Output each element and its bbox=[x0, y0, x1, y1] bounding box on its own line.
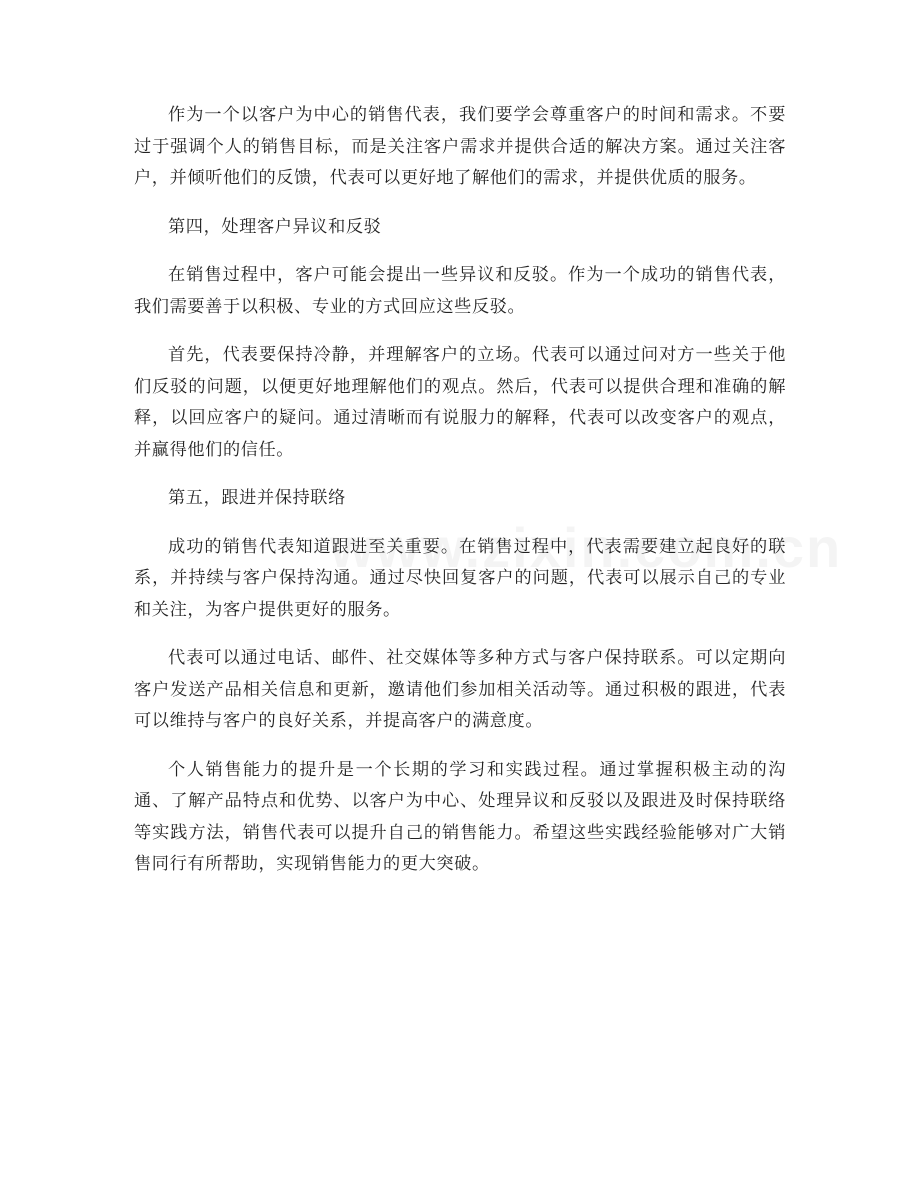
paragraph-follow-up-importance: 成功的销售代表知道跟进至关重要。在销售过程中，代表需要建立起良好的联系，并持续与客户保持沟通。通过尽快回复客户的问题，代表可以展示自己的专业和关注，为客户提供更好的服务。 bbox=[134, 536, 786, 620]
paragraph-follow-up-methods: 代表可以通过电话、邮件、社交媒体等多种方式与客户保持联系。可以定期向客户发送产品相关信息和更新，邀请他们参加相关活动等。通过积极的跟进，代表可以维持与客户的良好关系，并提高客户的满意度。 bbox=[134, 648, 786, 731]
paragraph-objections-intro: 在销售过程中，客户可能会提出一些异议和反驳。作为一个成功的销售代表，我们需要善于以积极、专业的方式回应这些反驳。 bbox=[134, 265, 786, 317]
section-heading-objections: 第四，处理客户异议和反驳 bbox=[168, 216, 382, 237]
paragraph-objections-handling: 首先，代表要保持冷静，并理解客户的立场。代表可以通过问对方一些关于他们反驳的问题，以便更好地理解他们的观点。然后，代表可以提供合理和准确的解释，以回应客户的疑问。通过清晰而有说服力的解释，代表可以改变客户的观点，并赢得他们的信任。 bbox=[134, 345, 786, 460]
paragraph-conclusion: 个人销售能力的提升是一个长期的学习和实践过程。通过掌握积极主动的沟通、了解产品特点和优势、以客户为中心、处理异议和反驳以及跟进及时保持联络等实践方法，销售代表可以提升自己的销售能力。希望这些实践经验能够对广大销售同行有所帮助，实现销售能力的更大突破。 bbox=[134, 759, 786, 874]
paragraph-customer-centric: 作为一个以客户为中心的销售代表，我们要学会尊重客户的时间和需求。不要过于强调个人的销售目标，而是关注客户需求并提供合适的解决方案。通过关注客户，并倾听他们的反馈，代表可以更好地了解他们的需求，并提供优质的服务。 bbox=[134, 105, 786, 188]
document-body bbox=[134, 100, 786, 898]
section-heading-follow-up: 第五，跟进并保持联络 bbox=[168, 488, 346, 508]
